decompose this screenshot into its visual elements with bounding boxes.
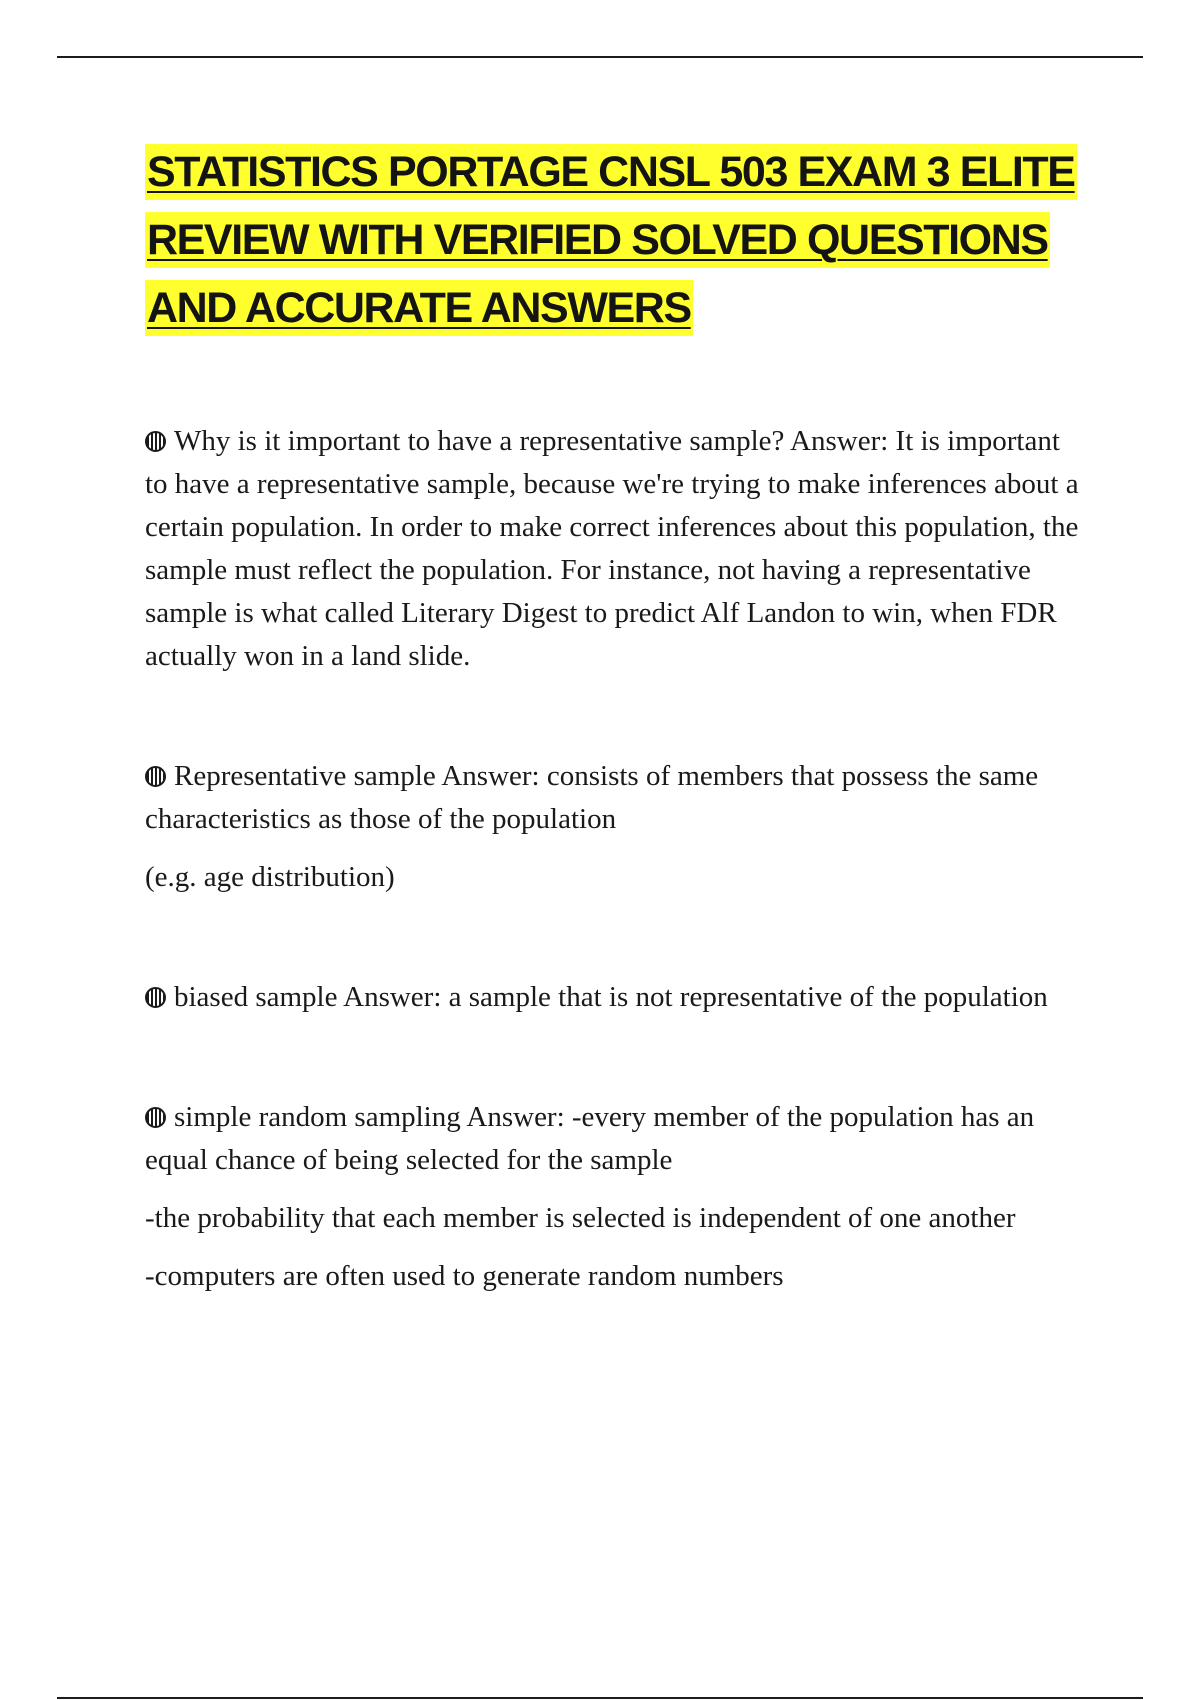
entry-text: Why is it important to have a representative sample? Answer: It is important to have a representative sample, because we're trying to make inferences about a certain population. In order to make correct inferences about this population, the sample must reflect the population. For instance, not having a representative sample is what called Literary Digest to predict Alf Landon to win, when FDR actually won in a land slide. — [145, 425, 1079, 672]
striped-circle-bullet-icon — [145, 987, 166, 1008]
entry-text: biased sample Answer: a sample that is not representative of the population — [174, 981, 1048, 1013]
entry-paragraph — [145, 420, 1080, 678]
document-title — [145, 144, 1085, 348]
entry-paragraph: (e.g. age distribution) — [145, 861, 395, 893]
entry-paragraph: -computers are often used to generate random numbers — [145, 1260, 784, 1292]
title-line-2: REVIEW WITH VERIFIED SOLVED QUESTIONS — [145, 212, 1050, 268]
title-line-3: AND ACCURATE ANSWERS — [145, 280, 693, 336]
entry-text: simple random sampling Answer: -every member of the population has an equal chance of being selected for the sample — [145, 1101, 1035, 1176]
entry-text: Representative sample Answer: consists of members that possess the same characteristics as those of the population — [145, 760, 1039, 835]
qa-entry-representative-sample — [145, 755, 1080, 899]
bottom-rule — [57, 1697, 1143, 1699]
qa-entry-simple-random-sampling — [145, 1096, 1080, 1298]
qa-entry-representative-sample-importance — [145, 420, 1080, 678]
striped-circle-bullet-icon — [145, 431, 166, 452]
entry-paragraph: -the probability that each member is selected is independent of one another — [145, 1202, 1016, 1234]
qa-entries — [145, 420, 1080, 1298]
title-line-1: STATISTICS PORTAGE CNSL 503 EXAM 3 ELITE — [145, 144, 1077, 200]
striped-circle-bullet-icon — [145, 766, 166, 787]
top-rule — [57, 56, 1143, 58]
striped-circle-bullet-icon — [145, 1107, 166, 1128]
entry-paragraph — [145, 755, 1080, 841]
qa-entry-biased-sample — [145, 976, 1080, 1019]
entry-paragraph — [145, 1096, 1080, 1182]
entry-paragraph — [145, 976, 1080, 1019]
